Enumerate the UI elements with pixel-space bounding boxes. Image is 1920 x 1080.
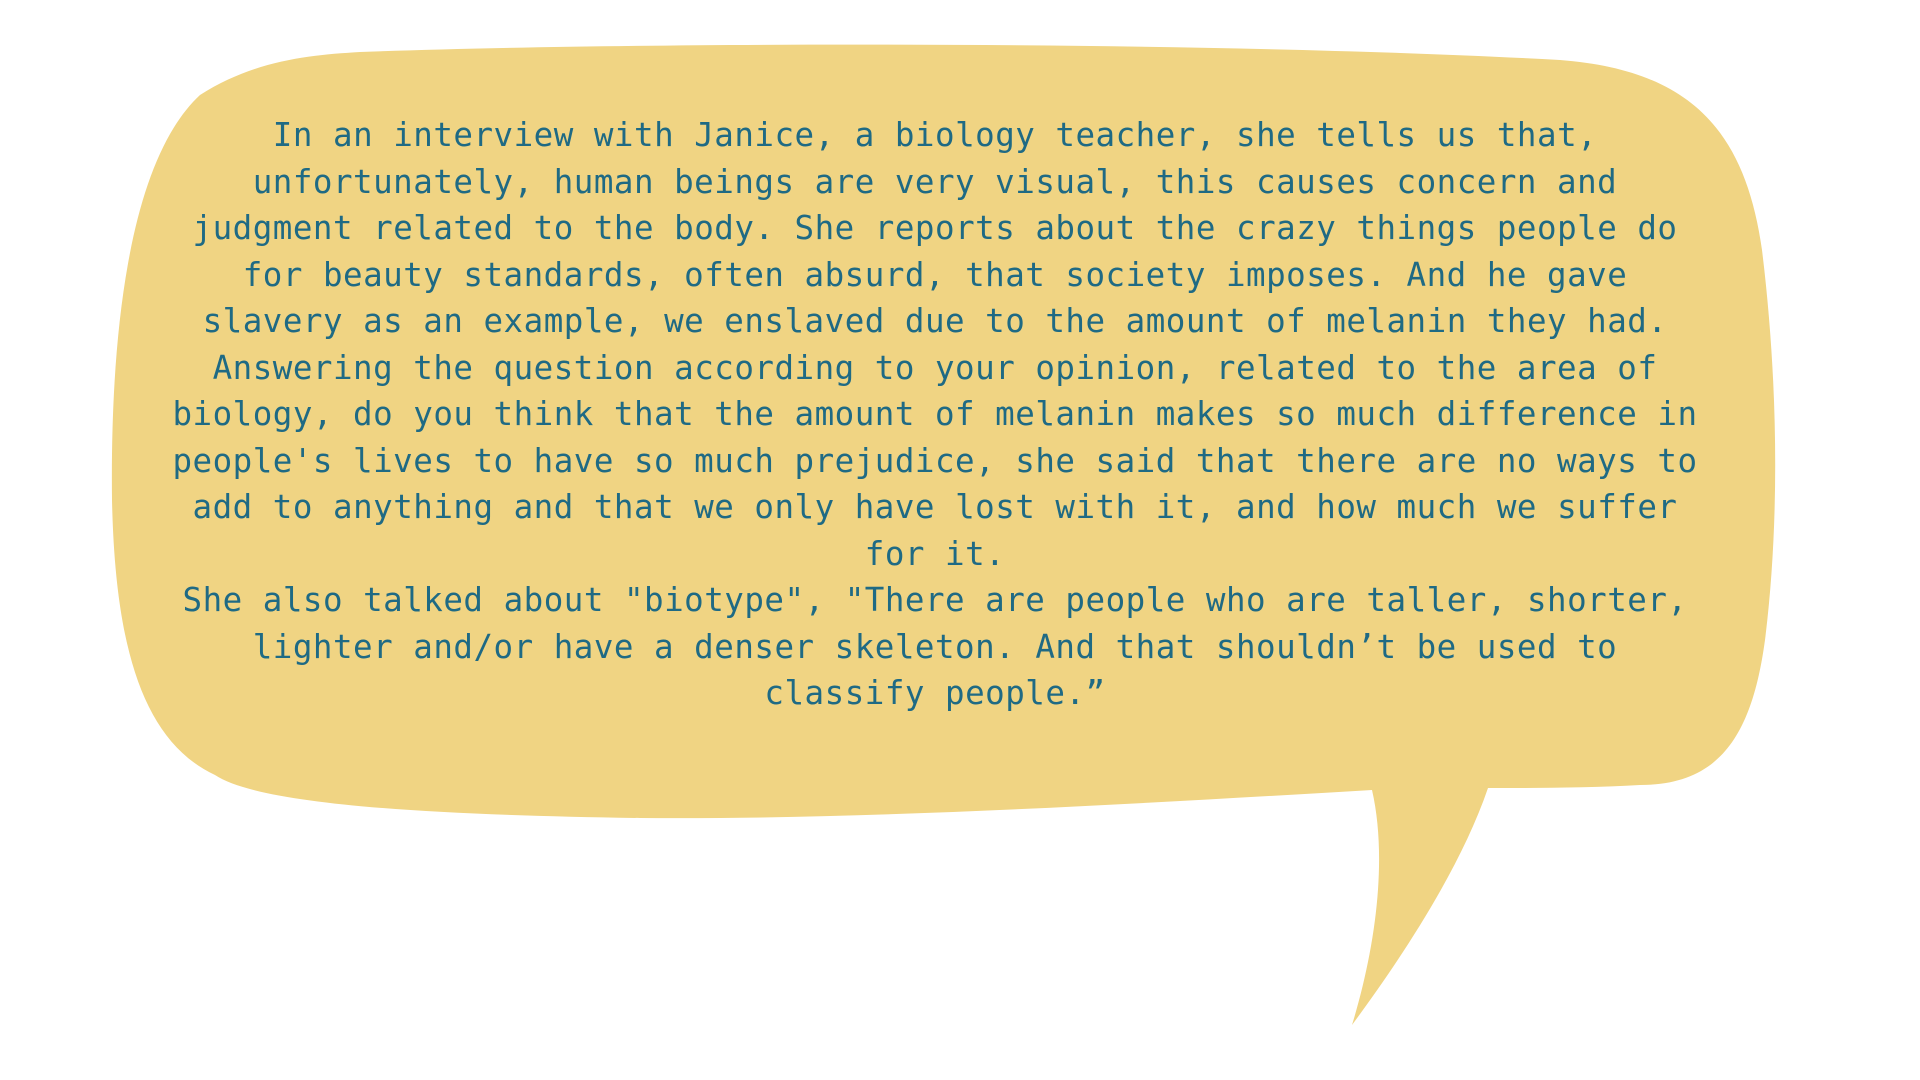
paragraph-1: In an interview with Janice, a biology teacher, she tells us that, unfortunately, human beings are very visual, this causes concern and judgment related to the body. She reports about the crazy things people do for beauty standards, often absurd, that society imposes. And he gave slavery as an example, we enslaved due to the amount of melanin they had. xyxy=(192,116,1678,340)
paragraph-3: She also talked about "biotype", "There are people who are taller, shorter, lighter and/or have a denser skeleton. And that shouldn’t be used to classify people.” xyxy=(182,581,1688,712)
speech-bubble-text xyxy=(170,112,1700,717)
paragraph-2: Answering the question according to your opinion, related to the area of biology, do you think that the amount of melanin makes so much difference in people's lives to have so much prejudice, she said that there are no ways to add to anything and that we only have lost with it, and how much we suffer for it. xyxy=(172,348,1698,573)
